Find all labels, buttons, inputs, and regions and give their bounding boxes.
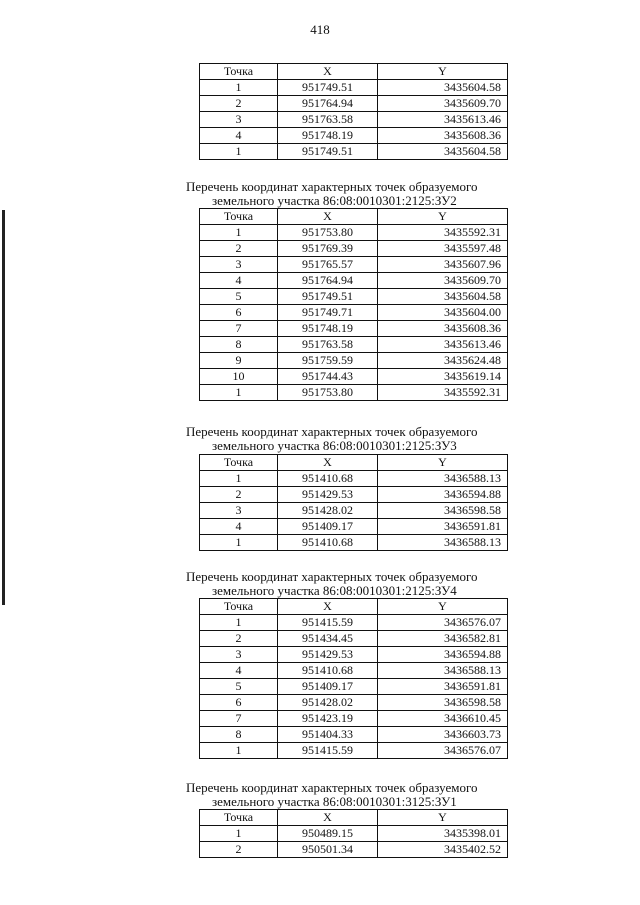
point-cell: 5 <box>200 679 278 695</box>
table-row <box>200 647 508 663</box>
x-cell: 951753.80 <box>278 225 378 241</box>
y-cell: 3435592.31 <box>378 225 508 241</box>
table-row <box>200 225 508 241</box>
table-caption-zu2 <box>186 180 477 208</box>
y-cell: 3436598.58 <box>378 695 508 711</box>
table-row <box>200 695 508 711</box>
x-cell: 951410.68 <box>278 471 378 487</box>
table-row <box>200 826 508 842</box>
point-cell: 8 <box>200 727 278 743</box>
point-cell: 2 <box>200 631 278 647</box>
table-row <box>200 663 508 679</box>
x-cell: 951410.68 <box>278 663 378 679</box>
table-header-row <box>200 64 508 80</box>
table-row <box>200 369 508 385</box>
y-cell: 3435613.46 <box>378 112 508 128</box>
table-header-row <box>200 599 508 615</box>
y-cell: 3436588.13 <box>378 471 508 487</box>
y-cell: 3436603.73 <box>378 727 508 743</box>
y-cell: 3435604.58 <box>378 289 508 305</box>
y-cell: 3436610.45 <box>378 711 508 727</box>
header-x: X <box>278 455 378 471</box>
table-row <box>200 128 508 144</box>
caption-line-1: Перечень координат характерных точек образуемого <box>186 780 478 795</box>
header-y: Y <box>378 209 508 225</box>
header-y: Y <box>378 599 508 615</box>
header-point: Точка <box>200 810 278 826</box>
point-cell: 1 <box>200 615 278 631</box>
coordinate-table-zu4 <box>199 598 508 759</box>
x-cell: 951404.33 <box>278 727 378 743</box>
y-cell: 3435398.01 <box>378 826 508 842</box>
point-cell: 1 <box>200 385 278 401</box>
point-cell: 8 <box>200 337 278 353</box>
x-cell: 951409.17 <box>278 679 378 695</box>
table-caption-zu3 <box>186 425 477 453</box>
x-cell: 951428.02 <box>278 695 378 711</box>
point-cell: 1 <box>200 535 278 551</box>
x-cell: 951429.53 <box>278 487 378 503</box>
point-cell: 1 <box>200 471 278 487</box>
table-row <box>200 503 508 519</box>
table-row <box>200 385 508 401</box>
point-cell: 2 <box>200 487 278 503</box>
y-cell: 3436588.13 <box>378 535 508 551</box>
point-cell: 1 <box>200 743 278 759</box>
x-cell: 951434.45 <box>278 631 378 647</box>
table-row <box>200 535 508 551</box>
caption-line-2: земельного участка 86:08:0010301:2125:ЗУ2 <box>212 193 457 208</box>
table-row <box>200 743 508 759</box>
caption-line-1: Перечень координат характерных точек образуемого <box>186 179 478 194</box>
header-x: X <box>278 599 378 615</box>
y-cell: 3435604.00 <box>378 305 508 321</box>
coordinate-table-3125-zu1 <box>199 809 508 858</box>
x-cell: 951749.51 <box>278 80 378 96</box>
table-row <box>200 321 508 337</box>
point-cell: 7 <box>200 711 278 727</box>
x-cell: 951764.94 <box>278 96 378 112</box>
header-point: Точка <box>200 64 278 80</box>
y-cell: 3436591.81 <box>378 519 508 535</box>
point-cell: 1 <box>200 826 278 842</box>
y-cell: 3435609.70 <box>378 273 508 289</box>
y-cell: 3436588.13 <box>378 663 508 679</box>
header-point: Точка <box>200 599 278 615</box>
y-cell: 3436582.81 <box>378 631 508 647</box>
x-cell: 951749.71 <box>278 305 378 321</box>
table-row <box>200 679 508 695</box>
x-cell: 951415.59 <box>278 743 378 759</box>
x-cell: 951410.68 <box>278 535 378 551</box>
caption-line-1: Перечень координат характерных точек образуемого <box>186 424 478 439</box>
binding-edge-line <box>2 210 5 605</box>
x-cell: 951764.94 <box>278 273 378 289</box>
y-cell: 3436591.81 <box>378 679 508 695</box>
point-cell: 2 <box>200 241 278 257</box>
table-header-row <box>200 455 508 471</box>
y-cell: 3435604.58 <box>378 80 508 96</box>
y-cell: 3436598.58 <box>378 503 508 519</box>
table-row <box>200 711 508 727</box>
header-point: Точка <box>200 455 278 471</box>
y-cell: 3435604.58 <box>378 144 508 160</box>
x-cell: 951415.59 <box>278 615 378 631</box>
point-cell: 2 <box>200 96 278 112</box>
table-row <box>200 257 508 273</box>
y-cell: 3435613.46 <box>378 337 508 353</box>
y-cell: 3436576.07 <box>378 743 508 759</box>
x-cell: 951763.58 <box>278 337 378 353</box>
x-cell: 950501.34 <box>278 842 378 858</box>
x-cell: 951409.17 <box>278 519 378 535</box>
header-point: Точка <box>200 209 278 225</box>
header-x: X <box>278 810 378 826</box>
header-y: Y <box>378 810 508 826</box>
table-row <box>200 273 508 289</box>
caption-line-2: земельного участка 86:08:0010301:2125:ЗУ4 <box>212 583 457 598</box>
y-cell: 3435619.14 <box>378 369 508 385</box>
y-cell: 3435608.36 <box>378 321 508 337</box>
point-cell: 2 <box>200 842 278 858</box>
x-cell: 951744.43 <box>278 369 378 385</box>
x-cell: 951759.59 <box>278 353 378 369</box>
point-cell: 1 <box>200 144 278 160</box>
y-cell: 3435608.36 <box>378 128 508 144</box>
point-cell: 4 <box>200 519 278 535</box>
x-cell: 951749.51 <box>278 289 378 305</box>
header-y: Y <box>378 455 508 471</box>
x-cell: 951753.80 <box>278 385 378 401</box>
point-cell: 7 <box>200 321 278 337</box>
y-cell: 3435607.96 <box>378 257 508 273</box>
x-cell: 951429.53 <box>278 647 378 663</box>
point-cell: 5 <box>200 289 278 305</box>
point-cell: 9 <box>200 353 278 369</box>
x-cell: 951423.19 <box>278 711 378 727</box>
point-cell: 1 <box>200 225 278 241</box>
y-cell: 3436576.07 <box>378 615 508 631</box>
table-row <box>200 471 508 487</box>
x-cell: 950489.15 <box>278 826 378 842</box>
coordinate-table-continued <box>199 63 508 160</box>
point-cell: 3 <box>200 647 278 663</box>
point-cell: 4 <box>200 128 278 144</box>
header-y: Y <box>378 64 508 80</box>
x-cell: 951763.58 <box>278 112 378 128</box>
caption-line-2: земельного участка 86:08:0010301:3125:ЗУ1 <box>212 794 457 809</box>
point-cell: 4 <box>200 663 278 679</box>
point-cell: 3 <box>200 112 278 128</box>
point-cell: 10 <box>200 369 278 385</box>
coordinate-table-zu2 <box>199 208 508 401</box>
x-cell: 951769.39 <box>278 241 378 257</box>
header-x: X <box>278 64 378 80</box>
x-cell: 951765.57 <box>278 257 378 273</box>
table-row <box>200 241 508 257</box>
table-header-row <box>200 209 508 225</box>
point-cell: 3 <box>200 257 278 273</box>
table-header-row <box>200 810 508 826</box>
x-cell: 951748.19 <box>278 128 378 144</box>
y-cell: 3435597.48 <box>378 241 508 257</box>
point-cell: 4 <box>200 273 278 289</box>
table-row <box>200 144 508 160</box>
y-cell: 3435402.52 <box>378 842 508 858</box>
table-caption-3125-zu1 <box>186 781 477 809</box>
table-row <box>200 80 508 96</box>
header-x: X <box>278 209 378 225</box>
point-cell: 1 <box>200 80 278 96</box>
table-row <box>200 631 508 647</box>
table-row <box>200 727 508 743</box>
table-row <box>200 112 508 128</box>
y-cell: 3435609.70 <box>378 96 508 112</box>
table-row <box>200 842 508 858</box>
y-cell: 3435592.31 <box>378 385 508 401</box>
table-row <box>200 615 508 631</box>
table-row <box>200 337 508 353</box>
x-cell: 951428.02 <box>278 503 378 519</box>
y-cell: 3436594.88 <box>378 487 508 503</box>
table-row <box>200 353 508 369</box>
caption-line-2: земельного участка 86:08:0010301:2125:ЗУ3 <box>212 438 457 453</box>
coordinate-table-zu3 <box>199 454 508 551</box>
table-row <box>200 305 508 321</box>
x-cell: 951749.51 <box>278 144 378 160</box>
table-row <box>200 96 508 112</box>
table-caption-zu4 <box>186 570 477 598</box>
page-number: 418 <box>310 22 330 37</box>
table-row <box>200 519 508 535</box>
table-row <box>200 487 508 503</box>
table-row <box>200 289 508 305</box>
y-cell: 3435624.48 <box>378 353 508 369</box>
caption-line-1: Перечень координат характерных точек образуемого <box>186 569 478 584</box>
point-cell: 3 <box>200 503 278 519</box>
x-cell: 951748.19 <box>278 321 378 337</box>
point-cell: 6 <box>200 695 278 711</box>
point-cell: 6 <box>200 305 278 321</box>
y-cell: 3436594.88 <box>378 647 508 663</box>
